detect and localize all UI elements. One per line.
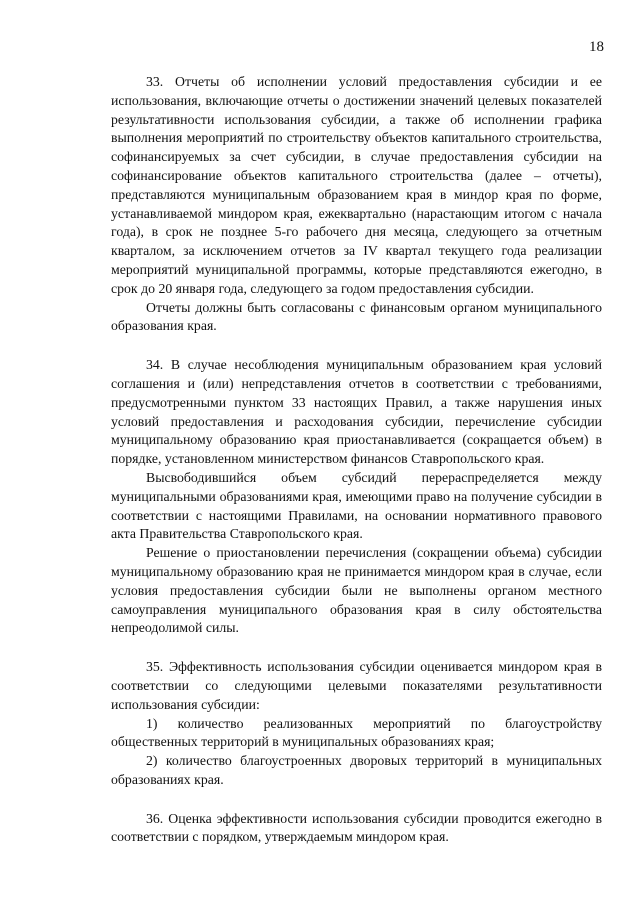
list-item-indicator-2: 2) количество благоустроенных дворовых территорий в муниципальных образованиях края. — [111, 753, 602, 787]
document-body — [111, 73, 602, 847]
section-divider — [111, 336, 602, 356]
section-divider — [111, 790, 602, 810]
paragraph-33: 33. Отчеты об исполнении условий предоставления субсидии и ее использования, включающие отчеты о достижении значений целевых показателей результативности использования субсидии, а также об исполнении графика выполнения мероприятий по строительству объектов капитального строительства, софинансируемых за счет субсидии, в случае предоставления субсидии на софинансирование объектов капитального строительства (далее – отчеты), представляются муниципальным образованием края в миндор края по форме, устанавливаемой миндором края, ежеквартально (нарастающим итогом с начала года), в срок не позднее 5-го рабочего дня месяца, следующего за отчетным кварталом, за исключением отчетов за IV квартал текущего года реализации мероприятий муниципальной программы, которые представляются ежегодно, в срок до 20 января года, следующего за годом предоставления субсидии. — [111, 74, 602, 296]
page-number: 18 — [589, 39, 604, 55]
list-item-indicator-1: 1) количество реализованных мероприятий по благоустройству общественных территорий в муниципальных образованиях края; — [111, 715, 602, 750]
paragraph-33-approval: Отчеты должны быть согласованы с финансовым органом муниципального образования края. — [111, 299, 602, 334]
paragraph-36: 36. Оценка эффективности использования субсидии проводится ежегодно в соответствии с порядком, утверждаемым миндором края. — [111, 810, 602, 845]
paragraph-34-redistribution: Высвободившийся объем субсидий перераспределяется между муниципальными образованиями края, имеющими право на получение субсидии в соответствии с настоящими Правилами, на основании нормативного правового акта Правительства Ставропольского края. — [111, 469, 602, 542]
section-divider — [111, 638, 602, 658]
paragraph-35: 35. Эффективность использования субсидии оценивается миндором края в соответствии со следующими целевыми показателями результативности использования субсидии: — [111, 659, 602, 712]
paragraph-34-force-majeure: Решение о приостановлении перечисления (сокращении объема) субсидии муниципальному образованию края не принимается миндором края в случае, если условия предоставления субсидии были не выполнены органом местного самоуправления муниципального образования края в силу обстоятельства непреодолимой силы. — [111, 545, 602, 636]
paragraph-34: 34. В случае несоблюдения муниципальным образованием края условий соглашения и (или) непредставления отчетов в соответствии с требованиями, предусмотренными пунктом 33 настоящих Правил, а также нарушения иных условий предоставления и расходования субсидии, перечисление субсидии муниципальному образованию края приостанавливается (сокращается объем) в порядке, установленном министерством финансов Ставропольского края. — [111, 357, 602, 467]
